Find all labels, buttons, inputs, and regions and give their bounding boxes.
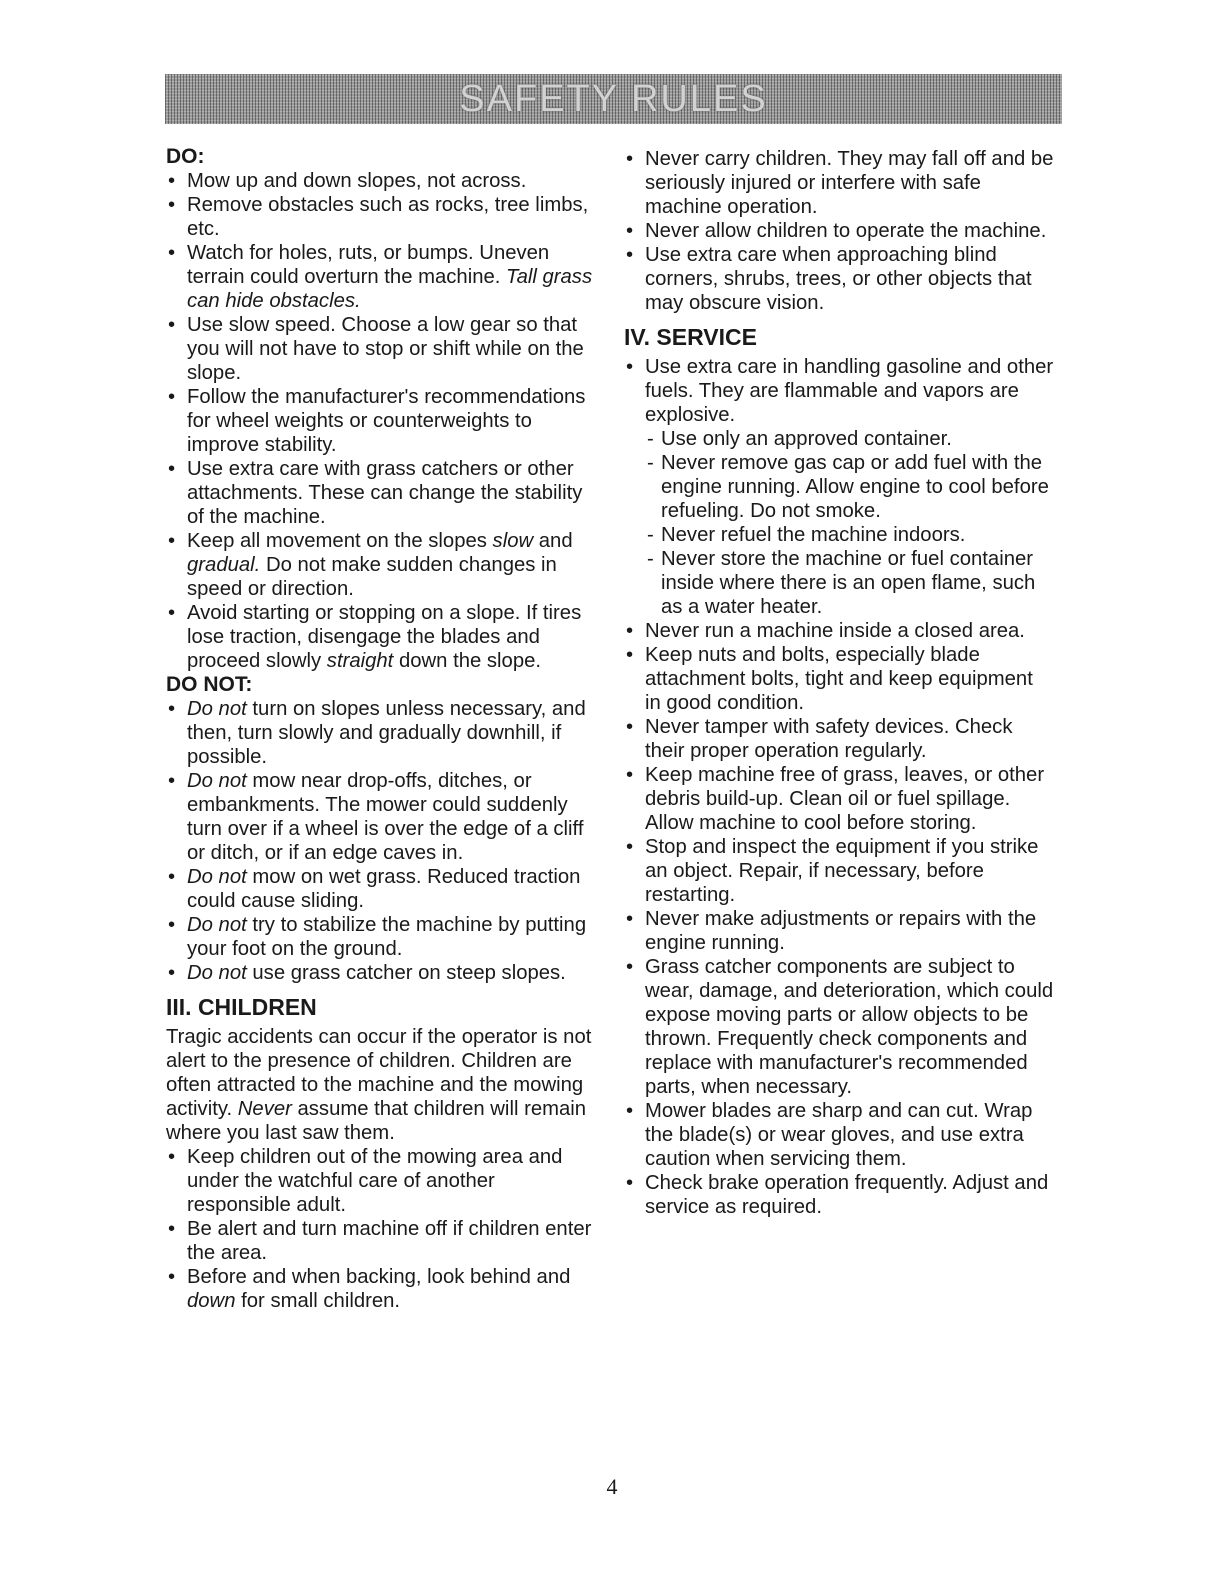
do-not-list [166, 697, 596, 985]
list-item: • Avoid starting or stopping on a slope. If tires lose traction, disengage the blades and proceed slowly straight down the slope. [166, 601, 596, 673]
do-list [166, 169, 596, 673]
list-item: • Use extra care when approaching blind corners, shrubs, trees, or other objects that may obscure vision. [624, 243, 1054, 315]
list-item: • Watch for holes, ruts, or bumps. Uneven terrain could overturn the machine. Tall grass can hide obstacles. [166, 241, 596, 313]
list-item: • Do not mow on wet grass. Reduced traction could cause sliding. [166, 865, 596, 913]
service-list [624, 355, 1054, 1219]
list-item: • Keep all movement on the slopes slow and gradual. Do not make sudden changes in speed or direction. [166, 529, 596, 601]
children-list [166, 1145, 596, 1313]
sub-item: - Never refuel the machine indoors. [645, 523, 1054, 547]
list-item: • Keep nuts and bolts, especially blade attachment bolts, tight and keep equipment in good condition. [624, 643, 1054, 715]
children-list-continued [624, 147, 1054, 315]
list-item: • Never carry children. They may fall off and be seriously injured or interfere with safe machine operation. [624, 147, 1054, 219]
list-item: • Mower blades are sharp and can cut. Wrap the blade(s) or wear gloves, and use extra caution when servicing them. [624, 1099, 1054, 1171]
list-item: • Do not use grass catcher on steep slopes. [166, 961, 596, 985]
left-column [166, 145, 596, 1313]
children-heading: III. CHILDREN [166, 994, 317, 1020]
sub-item: - Use only an approved container. [645, 427, 1054, 451]
page-number: 4 [606, 1474, 618, 1499]
list-item: • Never run a machine inside a closed area. [624, 619, 1054, 643]
list-item: • Never tamper with safety devices. Check their proper operation regularly. [624, 715, 1054, 763]
safety-rules-banner [165, 74, 1062, 124]
list-item: • Use slow speed. Choose a low gear so that you will not have to stop or shift while on the slope. [166, 313, 596, 385]
list-item: • Keep children out of the mowing area and under the watchful care of another responsible adult. [166, 1145, 596, 1217]
sub-item: - Never store the machine or fuel container inside where there is an open flame, such as a water heater. [645, 547, 1054, 619]
list-item: • Do not try to stabilize the machine by putting your foot on the ground. [166, 913, 596, 961]
list-item: • Keep machine free of grass, leaves, or other debris build-up. Clean oil or fuel spillage. Allow machine to cool before storing. [624, 763, 1054, 835]
list-item: • Do not mow near drop-offs, ditches, or embankments. The mower could suddenly turn over if a wheel is over the edge of a cliff or ditch, or if an edge caves in. [166, 769, 596, 865]
children-intro: Tragic accidents can occur if the operator is not alert to the presence of children. Children are often attracted to the machine and the mowing activity. Never assume that children will remain where you last saw them. [166, 1026, 592, 1144]
list-item: • Do not turn on slopes unless necessary, and then, turn slowly and gradually downhill, if possible. [166, 697, 596, 769]
italic-note: Tall grass can hide obstacles. [187, 266, 593, 312]
list-item: • Be alert and turn machine off if children enter the area. [166, 1217, 596, 1265]
do-not-heading: DO NOT: [166, 673, 253, 696]
list-item: • Mow up and down slopes, not across. [166, 169, 596, 193]
list-item: • Before and when backing, look behind and down for small children. [166, 1265, 596, 1313]
list-item: • Grass catcher components are subject to wear, damage, and deterioration, which could expose moving parts or allow objects to be thrown. Frequently check components and replace with manufacturer's recommended parts, when necessary. [624, 955, 1054, 1099]
list-item: • Check brake operation frequently. Adjust and service as required. [624, 1171, 1054, 1219]
list-item: • Use extra care with grass catchers or other attachments. These can change the stability of the machine. [166, 457, 596, 529]
service-heading: IV. SERVICE [624, 324, 757, 350]
sub-item: - Never remove gas cap or add fuel with the engine running. Allow engine to cool before refueling. Do not smoke. [645, 451, 1054, 523]
list-item: • Remove obstacles such as rocks, tree limbs, etc. [166, 193, 596, 241]
list-item: • Use extra care in handling gasoline and other fuels. They are flammable and vapors are explosive. - Use only an approved container. - Never remove gas cap or add fuel with the engine running. Allow engine to cool before refueling. Do not smoke. - Never refuel the machine indoors. - Never store the machine or fuel container inside where there is an open flame, such as a water heater. [624, 355, 1054, 619]
banner-title: SAFETY RULES [459, 77, 768, 120]
list-item: • Never make adjustments or repairs with the engine running. [624, 907, 1054, 955]
list-item: • Follow the manufacturer's recommendations for wheel weights or counterweights to improve stability. [166, 385, 596, 457]
list-item: • Stop and inspect the equipment if you strike an object. Repair, if necessary, before restarting. [624, 835, 1054, 907]
fuel-sublist [645, 427, 1054, 619]
do-heading: DO: [166, 145, 205, 168]
list-item: • Never allow children to operate the machine. [624, 219, 1054, 243]
right-column [624, 147, 1054, 1219]
